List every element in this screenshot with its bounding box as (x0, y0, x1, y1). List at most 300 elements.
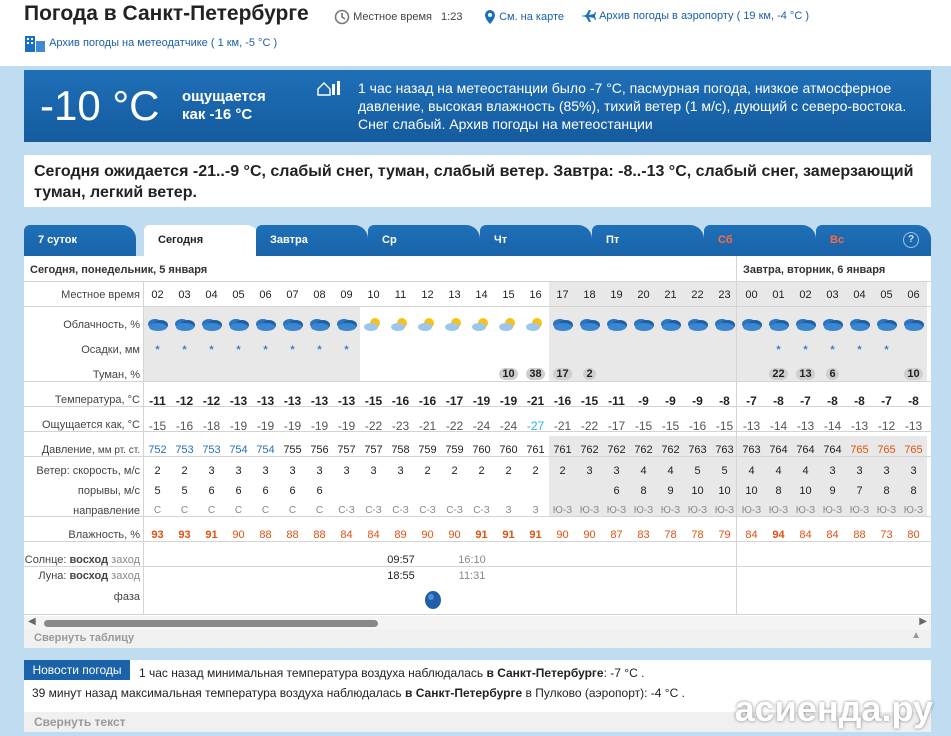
hours-cell: 00 (745, 289, 758, 301)
temp-cell: -12 (175, 394, 194, 408)
news-value: в Пулково (аэропорт): -4 °C . (525, 686, 685, 700)
cloud-icon (714, 316, 736, 330)
feels-cell: -19 (337, 419, 356, 433)
feels-cell: -23 (391, 419, 410, 433)
pressure-cell: 753 (202, 444, 221, 456)
partly-sunny-icon (444, 316, 466, 330)
hours-cell: 17 (556, 289, 569, 301)
cloud-icon (903, 316, 925, 330)
row-label-gust: порывы, м/с (77, 485, 140, 497)
cloud-icon (849, 316, 871, 330)
airport-archive-link[interactable] (580, 9, 809, 23)
feels-like-value: как -16 °C (182, 106, 253, 123)
wind-cell: 5 (721, 465, 728, 477)
wind-cell: 3 (235, 465, 242, 477)
partly-sunny-icon (498, 316, 520, 330)
temp-cell: -8 (854, 394, 865, 408)
wind-cell: 2 (154, 465, 161, 477)
pressure-cell: 762 (661, 444, 680, 456)
feels-like (182, 88, 312, 124)
humidity-cell: 90 (421, 529, 434, 541)
row-label-wind: Ветер: скорость, м/с (36, 465, 140, 477)
pressure-cell: 764 (796, 444, 815, 456)
feels-cell: -22 (445, 419, 464, 433)
wind-cell: 3 (586, 465, 593, 477)
local-time-label: Местное время (353, 10, 432, 23)
collapse-up-icon[interactable]: ▲ (911, 630, 921, 641)
dir-cell: Ю-З (876, 505, 897, 516)
row-label-feels: Ощущается как, °С (41, 419, 140, 431)
row-label-fog: Туман, % (92, 369, 140, 381)
help-icon[interactable]: ? (903, 232, 919, 248)
dir-cell: З (505, 505, 512, 516)
moonrise-time: 18:55 (387, 570, 415, 582)
cloud-icon (309, 316, 331, 330)
hours-cell: 15 (502, 289, 515, 301)
cloud-icon (228, 316, 250, 330)
cloud-icon (606, 316, 628, 330)
cloud-icon (174, 316, 196, 330)
precip-cell: * (182, 344, 187, 356)
cloud-icon (741, 316, 763, 330)
moonset-time: 11:31 (458, 570, 486, 582)
fog-cell: 22 (765, 368, 792, 380)
day-divider (736, 256, 737, 614)
temp-cell: -19 (472, 394, 491, 408)
temp-cell: -8 (827, 394, 838, 408)
gust-cell: 6 (316, 485, 323, 497)
cloud-icon (795, 316, 817, 330)
hours-cell: 20 (637, 289, 650, 301)
hours-cell: 14 (475, 289, 488, 301)
hours-cell: 02 (799, 289, 812, 301)
airplane-icon (580, 9, 596, 23)
page-title: Погода в Санкт-Петербурге (24, 2, 309, 25)
day-label-tomorrow: Завтра, вторник, 6 января (743, 264, 886, 276)
news-value: : -7 °C . (603, 666, 645, 680)
humidity-cell: 91 (475, 529, 488, 541)
fog-cell: 13 (792, 368, 819, 380)
pressure-cell: 763 (742, 444, 761, 456)
wind-cell: 4 (802, 465, 809, 477)
cloud-icon (255, 316, 277, 330)
dir-cell: Ю-З (903, 505, 924, 516)
wind-cell: 4 (748, 465, 755, 477)
tab-label: Чт (494, 234, 508, 246)
hours-cell: 04 (853, 289, 866, 301)
hours-cell: 11 (394, 289, 407, 301)
tab-sunday[interactable] (816, 225, 931, 256)
forecast-summary (24, 155, 931, 207)
humidity-cell: 94 (772, 529, 785, 541)
dir-cell: Ю-З (741, 505, 762, 516)
map-pin-icon (484, 9, 496, 25)
temp-cell: -9 (638, 394, 649, 408)
tab-label: 7 суток (38, 234, 78, 246)
feels-cell: -14 (769, 419, 788, 433)
fog-cell: 10 (495, 368, 522, 380)
gust-cell: 6 (289, 485, 296, 497)
temp-cell: -9 (692, 394, 703, 408)
dir-cell: Ю-З (606, 505, 627, 516)
temp-cell: -15 (580, 394, 599, 408)
gust-cell: 8 (640, 485, 647, 497)
partly-sunny-icon (363, 316, 385, 330)
precip-cell: * (857, 344, 862, 356)
hours-cell: 18 (583, 289, 596, 301)
feels-cell: -22 (580, 419, 599, 433)
humidity-cell: 78 (664, 529, 677, 541)
hourly-table (24, 256, 931, 646)
wind-cell: 3 (316, 465, 323, 477)
tab-thursday[interactable] (480, 225, 592, 256)
collapse-table-link[interactable]: Свернуть таблицу (34, 632, 135, 644)
tab-label: Завтра (270, 234, 308, 246)
precip-cell: * (884, 344, 889, 356)
airport-archive-label[interactable]: Архив погоды в аэропорту (599, 9, 734, 22)
wind-cell: 5 (694, 465, 701, 477)
tab-label: Вс (830, 234, 845, 246)
dir-cell: С-З (338, 505, 355, 516)
wind-cell: 3 (289, 465, 296, 477)
row-label-humidity: Влажность, % (68, 529, 140, 541)
news-badge[interactable]: Новости погоды (24, 660, 130, 680)
hours-cell: 08 (313, 289, 326, 301)
humidity-cell: 91 (502, 529, 515, 541)
wind-cell: 3 (856, 465, 863, 477)
collapse-table-bar[interactable] (24, 630, 931, 648)
hours-cell: 19 (610, 289, 623, 301)
gust-cell: 6 (208, 485, 215, 497)
dir-cell: С (180, 505, 189, 516)
scrollbar-thumb[interactable] (44, 620, 378, 627)
humidity-cell: 93 (151, 529, 164, 541)
hours-cell: 09 (340, 289, 353, 301)
clock-icon (334, 9, 350, 25)
temp-cell: -13 (310, 394, 329, 408)
news-item (139, 666, 644, 680)
row-label-clouds: Облачность, % (63, 319, 140, 331)
tab-7-days[interactable] (24, 225, 136, 256)
humidity-cell: 88 (286, 529, 299, 541)
hours-cell: 03 (178, 289, 191, 301)
table-divider (24, 306, 931, 307)
tab-label: Ср (382, 234, 397, 246)
humidity-cell: 79 (718, 529, 731, 541)
hours-cell: 01 (772, 289, 785, 301)
wind-cell: 3 (883, 465, 890, 477)
cloud-icon (876, 316, 898, 330)
cloud-icon (336, 316, 358, 330)
dir-cell: С (315, 505, 324, 516)
news-city: в Санкт-Петербурге (486, 666, 604, 680)
dir-cell: С-З (419, 505, 436, 516)
cloud-icon (282, 316, 304, 330)
hours-cell: 05 (232, 289, 245, 301)
dir-cell: С (153, 505, 162, 516)
temp-cell: -7 (881, 394, 892, 408)
humidity-cell: 93 (178, 529, 191, 541)
news-item (32, 686, 685, 700)
humidity-cell: 84 (826, 529, 839, 541)
horizontal-scrollbar[interactable] (24, 616, 931, 630)
hours-cell: 13 (448, 289, 461, 301)
temp-cell: -9 (665, 394, 676, 408)
tab-today[interactable] (144, 225, 260, 256)
forecast-summary-text: Сегодня ожидается -21..-9 °C, слабый снег, туман, слабый ветер. Завтра: -8..-13 °C, слабый снег, замерзающий туман, легкий ветер. (34, 163, 914, 201)
dir-cell: Ю-З (714, 505, 735, 516)
temp-cell: -13 (256, 394, 275, 408)
feels-cell: -18 (202, 419, 221, 433)
station-archive-label[interactable]: Архив погоды на метеодатчике (49, 36, 208, 49)
precip-cell: * (830, 344, 835, 356)
humidity-cell: 91 (529, 529, 542, 541)
humidity-cell: 88 (313, 529, 326, 541)
humidity-cell: 88 (259, 529, 272, 541)
hours-cell: 06 (907, 289, 920, 301)
gust-cell: 8 (775, 485, 782, 497)
pressure-cell: 762 (580, 444, 599, 456)
map-link[interactable] (484, 9, 564, 25)
collapse-text-link[interactable]: Свернуть текст (34, 715, 126, 729)
map-link-label[interactable]: См. на карте (499, 10, 565, 23)
dir-cell: Ю-З (849, 505, 870, 516)
airport-archive-detail: ( 19 км, -4 °С ) (736, 9, 809, 22)
gust-cell: 6 (613, 485, 620, 497)
wind-cell: 4 (667, 465, 674, 477)
row-label-pressure: Давление, мм рт. ст. (41, 444, 140, 456)
precip-cell: * (236, 344, 241, 356)
current-weather-panel (24, 70, 931, 142)
feels-cell: -27 (526, 419, 545, 433)
temp-cell: -19 (499, 394, 518, 408)
wind-cell: 3 (829, 465, 836, 477)
pressure-cell: 763 (688, 444, 707, 456)
feels-cell: -16 (175, 419, 194, 433)
gust-cell: 9 (829, 485, 836, 497)
table-divider (24, 614, 931, 615)
station-archive-detail: ( 1 км, -5 °С ) (210, 36, 278, 49)
pressure-cell: 754 (229, 444, 248, 456)
pressure-cell: 761 (553, 444, 572, 456)
humidity-cell: 84 (340, 529, 353, 541)
dir-cell: Ю-З (579, 505, 600, 516)
temp-cell: -16 (418, 394, 437, 408)
precip-cell: * (263, 344, 268, 356)
feels-cell: -15 (715, 419, 734, 433)
partly-sunny-icon (390, 316, 412, 330)
humidity-cell: 84 (799, 529, 812, 541)
feels-cell: -19 (310, 419, 329, 433)
tab-label: Сегодня (158, 234, 204, 246)
dir-cell: С-З (446, 505, 463, 516)
gust-cell: 7 (856, 485, 863, 497)
pressure-cell: 764 (769, 444, 788, 456)
station-archive-link[interactable] (24, 33, 277, 53)
hours-cell: 02 (151, 289, 164, 301)
table-divider (24, 456, 931, 457)
feels-cell: -19 (229, 419, 248, 433)
feels-cell: -21 (418, 419, 437, 433)
gust-cell: 9 (667, 485, 674, 497)
wind-cell: 2 (505, 465, 512, 477)
temp-cell: -12 (202, 394, 221, 408)
temp-cell: -13 (229, 394, 248, 408)
feels-cell: -24 (472, 419, 491, 433)
hours-cell: 21 (664, 289, 677, 301)
wind-cell: 2 (532, 465, 539, 477)
feels-cell: -19 (256, 419, 275, 433)
feels-cell: -24 (499, 419, 518, 433)
hours-cell: 16 (529, 289, 542, 301)
dir-cell: С (234, 505, 243, 516)
temp-cell: -8 (719, 394, 730, 408)
dir-cell: С (207, 505, 216, 516)
humidity-cell: 80 (907, 529, 920, 541)
gust-cell: 10 (718, 485, 731, 497)
humidity-cell: 88 (853, 529, 866, 541)
feels-cell: -17 (607, 419, 626, 433)
wind-cell: 2 (451, 465, 458, 477)
feels-cell: -15 (148, 419, 167, 433)
weather-station-icon (316, 80, 342, 96)
pressure-cell: 760 (472, 444, 491, 456)
pressure-cell: 759 (418, 444, 437, 456)
partly-sunny-icon (471, 316, 493, 330)
hours-cell: 10 (367, 289, 380, 301)
cloud-icon (822, 316, 844, 330)
precip-cell: * (803, 344, 808, 356)
gust-cell: 5 (181, 485, 188, 497)
cloud-icon (579, 316, 601, 330)
sunrise-time: 09:57 (387, 554, 415, 566)
row-label-dir: направление (73, 505, 140, 517)
tab-label: Сб (718, 234, 733, 246)
feels-cell: -13 (850, 419, 869, 433)
hours-cell: 04 (205, 289, 218, 301)
news-text: 39 минут назад максимальная температура воздуха наблюдалась (32, 686, 402, 700)
dir-cell: Ю-З (552, 505, 573, 516)
wind-cell: 2 (424, 465, 431, 477)
dir-cell: Ю-З (633, 505, 654, 516)
feels-cell: -19 (283, 419, 302, 433)
cloud-icon (552, 316, 574, 330)
wind-cell: 2 (181, 465, 188, 477)
precip-cell: * (290, 344, 295, 356)
precip-cell: * (317, 344, 322, 356)
temp-cell: -7 (746, 394, 757, 408)
temp-cell: -13 (283, 394, 302, 408)
local-time (334, 9, 462, 25)
news-city: в Санкт-Петербурге (405, 686, 523, 700)
gust-cell: 10 (799, 485, 812, 497)
wind-cell: 4 (775, 465, 782, 477)
temp-cell: -16 (553, 394, 572, 408)
pressure-cell: 760 (499, 444, 518, 456)
cloud-icon (687, 316, 709, 330)
pressure-cell: 753 (175, 444, 194, 456)
row-label-precip: Осадки, мм (81, 344, 140, 356)
partly-sunny-icon (525, 316, 547, 330)
gust-cell: 10 (745, 485, 758, 497)
feels-cell: -21 (553, 419, 572, 433)
wind-cell: 3 (613, 465, 620, 477)
scroll-left-icon[interactable]: ◀ (28, 616, 36, 627)
fog-cell: 17 (549, 368, 576, 380)
pressure-cell: 761 (526, 444, 545, 456)
hours-cell: 07 (286, 289, 299, 301)
pressure-cell: 763 (715, 444, 734, 456)
table-divider (24, 381, 931, 382)
pressure-cell: 757 (337, 444, 356, 456)
local-time-value: 1:23 (441, 10, 463, 23)
humidity-cell: 90 (232, 529, 245, 541)
feels-cell: -22 (364, 419, 383, 433)
humidity-cell: 91 (205, 529, 218, 541)
page-header (0, 0, 951, 66)
wind-cell: 4 (640, 465, 647, 477)
watermark-logo: асиенда.ру (734, 688, 933, 729)
day-label-today: Сегодня, понедельник, 5 января (30, 264, 208, 276)
pressure-cell: 762 (634, 444, 653, 456)
tab-label: Пт (606, 234, 620, 246)
gust-cell: 6 (235, 485, 242, 497)
pressure-cell: 764 (823, 444, 842, 456)
gust-cell: 10 (691, 485, 704, 497)
temp-cell: -11 (149, 394, 166, 408)
hours-cell: 03 (826, 289, 839, 301)
tab-tomorrow[interactable] (256, 225, 368, 256)
wind-cell: 3 (208, 465, 215, 477)
feels-cell: -13 (904, 419, 923, 433)
tab-saturday[interactable] (704, 225, 816, 256)
dir-cell: З (532, 505, 539, 516)
pressure-cell: 755 (283, 444, 302, 456)
tab-friday[interactable] (592, 225, 704, 256)
dir-cell: С-З (392, 505, 409, 516)
partly-sunny-icon (417, 316, 439, 330)
row-label-temp: Температура, °С (54, 394, 140, 406)
humidity-cell: 90 (556, 529, 569, 541)
dir-cell: Ю-З (795, 505, 816, 516)
pressure-cell: 754 (256, 444, 275, 456)
hours-cell: 06 (259, 289, 272, 301)
wind-cell: 3 (370, 465, 377, 477)
temp-cell: -21 (526, 394, 545, 408)
table-divider (24, 541, 931, 542)
cloud-icon (201, 316, 223, 330)
dir-cell: С (261, 505, 270, 516)
tab-wednesday[interactable] (368, 225, 480, 256)
pressure-cell: 757 (364, 444, 383, 456)
dir-cell: Ю-З (687, 505, 708, 516)
humidity-cell: 78 (691, 529, 704, 541)
pressure-cell: 758 (391, 444, 410, 456)
humidity-cell: 90 (583, 529, 596, 541)
precip-cell: * (344, 344, 349, 356)
humidity-cell: 89 (394, 529, 407, 541)
dir-cell: Ю-З (822, 505, 843, 516)
gust-cell: 6 (262, 485, 269, 497)
temp-cell: -8 (908, 394, 919, 408)
feels-cell: -12 (877, 419, 896, 433)
scroll-right-icon[interactable]: ▶ (919, 616, 927, 627)
hours-cell: 12 (421, 289, 434, 301)
feels-cell: -13 (742, 419, 761, 433)
dir-cell: С-З (365, 505, 382, 516)
pressure-cell: 765 (850, 444, 869, 456)
temp-cell: -16 (391, 394, 410, 408)
